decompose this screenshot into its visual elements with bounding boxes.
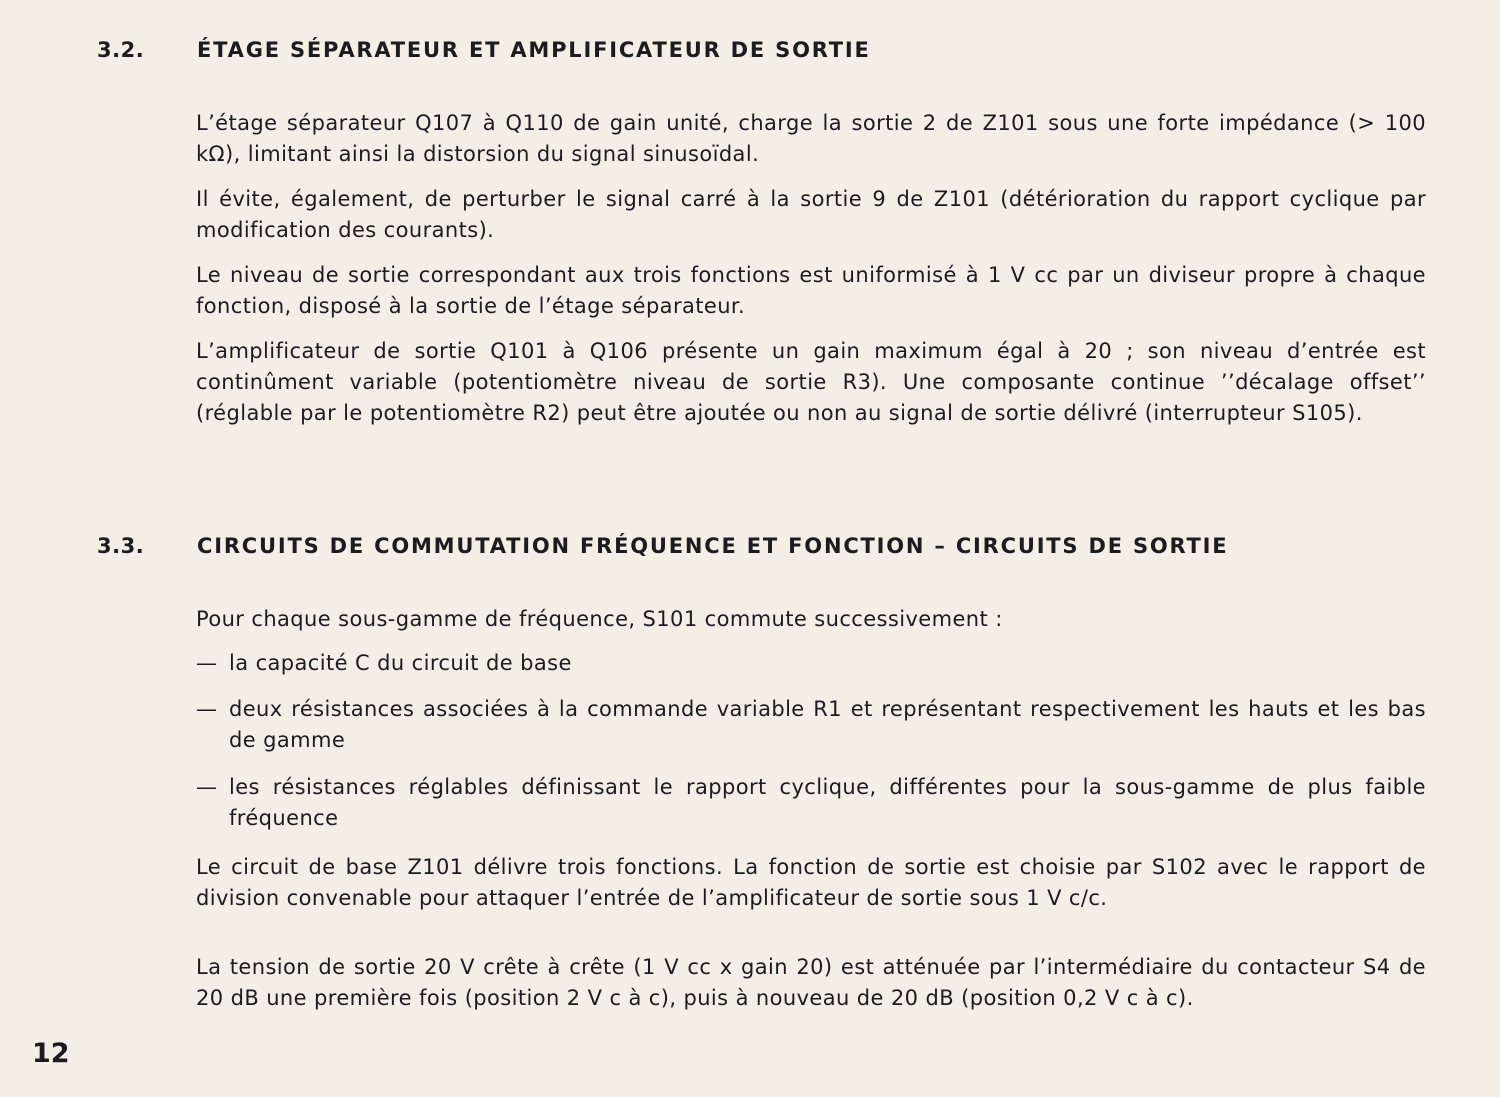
- paragraph-amplificateur: L’amplificateur de sortie Q101 à Q106 présente un gain maximum égal à 20 ; son niveau d’entrée est continûment variable (potentiomètre niveau de sortie R3). Une composante continue ’’décalage offset’’ (réglable par le potentiomètre R2) peut être ajoutée ou non au signal de sortie délivré (interrupteur S105).: [196, 339, 1426, 425]
- list-item: [196, 648, 1426, 679]
- paragraph-circuit-base: Le circuit de base Z101 délivre trois fonctions. La fonction de sortie est choisie par S102 avec le rapport de division convenable pour attaquer l’entrée de l’amplificateur de sortie sous 1 V c/c.: [196, 855, 1426, 910]
- list-item-text: la capacité C du circuit de base: [229, 651, 572, 675]
- paragraph-tension-sortie: La tension de sortie 20 V crête à crête (1 V cc x gain 20) est atténuée par l’intermédiaire du contacteur S4 de 20 dB une première fois (position 2 V c à c), puis à nouveau de 20 dB (position 0,2 V c à c).: [196, 955, 1426, 1010]
- list-item-text: les résistances réglables définissant le rapport cyclique, différentes pour la sous-gamme de plus faible fréquence: [229, 775, 1426, 830]
- paragraph-sous-gamme-intro: Pour chaque sous-gamme de fréquence, S101 commute successivement :: [196, 607, 1003, 631]
- list-dash: —: [196, 651, 217, 675]
- paragraph-niveau-sortie: Le niveau de sortie correspondant aux trois fonctions est uniformisé à 1 V cc par un diviseur propre à chaque fonction, disposé à la sortie de l’étage séparateur.: [196, 263, 1426, 318]
- section-3-2-title: ÉTAGE SÉPARATEUR ET AMPLIFICATEUR DE SORTIE: [197, 38, 871, 62]
- list-dash: —: [196, 775, 217, 799]
- section-3-3-title: CIRCUITS DE COMMUTATION FRÉQUENCE ET FONCTION – CIRCUITS DE SORTIE: [197, 534, 1229, 558]
- list-dash: —: [196, 697, 217, 721]
- paragraph-etage-separateur: L’étage séparateur Q107 à Q110 de gain unité, charge la sortie 2 de Z101 sous une forte impédance (> 100 kΩ), limitant ainsi la distorsion du signal sinusoïdal.: [196, 111, 1426, 166]
- list-item: [196, 694, 1426, 756]
- page-number: 12: [32, 1038, 70, 1069]
- section-3-3-number: 3.3.: [97, 534, 145, 558]
- section-3-2-number: 3.2.: [97, 38, 145, 62]
- list-item: [196, 772, 1426, 834]
- list-item-text: deux résistances associées à la commande variable R1 et représentant respectivement les hauts et les bas de gamme: [229, 697, 1426, 752]
- paragraph-signal-carre: Il évite, également, de perturber le signal carré à la sortie 9 de Z101 (détérioration du rapport cyclique par modification des courants).: [196, 187, 1426, 242]
